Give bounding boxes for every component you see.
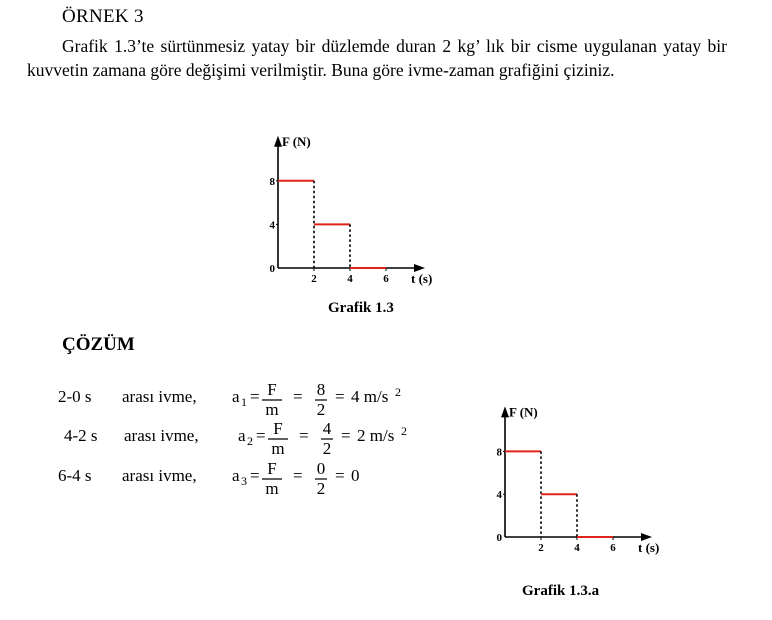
y-axis-arrow	[501, 406, 509, 417]
fraction-numerator: F	[267, 459, 277, 478]
y-tick-label: 4	[496, 489, 502, 502]
interval-label: 6-4 s	[58, 466, 92, 485]
x-tick-label: 2	[538, 542, 544, 554]
solution-heading: ÇÖZÜM	[62, 334, 135, 355]
interval-text: arası ivme,	[124, 426, 199, 445]
fraction-denominator: 2	[316, 479, 326, 498]
equals-sign: =	[250, 466, 260, 485]
y-axis-label: F (N)	[509, 404, 538, 420]
fraction-numerator: 8	[316, 380, 326, 399]
acceleration-symbol: a	[232, 387, 240, 406]
y-tick-label: 8	[269, 175, 275, 188]
x-tick-label: 6	[610, 542, 616, 554]
solution-equations	[50, 378, 450, 508]
equals-sign: =	[299, 426, 309, 445]
equals-sign: =	[293, 466, 303, 485]
fraction-denominator: m	[265, 400, 279, 419]
x-axis-label: t (s)	[411, 271, 433, 286]
fraction-denominator: 2	[322, 439, 332, 458]
acceleration-symbol: a	[238, 426, 246, 445]
y-axis-label: F (N)	[282, 133, 311, 149]
result-value: 0	[351, 466, 360, 485]
equation-row	[58, 380, 401, 419]
fraction-numerator: F	[267, 380, 277, 399]
problem-text: Grafik 1.3’te sürtünmesiz yatay bir düzlemde duran 2 kg’ lık bir cisme uygulanan yatay bir kuvvetin zamana göre değişimi verilmiştir. Buna göre ivme-zaman grafiğini çiziniz.	[27, 36, 727, 80]
acceleration-symbol: a	[232, 466, 240, 485]
equals-sign: =	[256, 426, 266, 445]
equals-sign: =	[341, 426, 351, 445]
fraction-denominator: 2	[316, 400, 326, 419]
fraction-numerator: 0	[316, 459, 326, 478]
interval-label: 2-0 s	[58, 387, 92, 406]
x-tick-label: 4	[347, 273, 353, 285]
x-tick-label: 4	[574, 542, 580, 554]
acceleration-subscript: 3	[241, 474, 247, 488]
equals-sign: =	[250, 387, 260, 406]
result-exponent: 2	[395, 385, 401, 399]
x-tick-label: 2	[311, 273, 317, 285]
y-tick-label: 0	[496, 532, 502, 544]
y-tick-label: 0	[269, 263, 275, 275]
equals-sign: =	[293, 387, 303, 406]
graph-1-3-caption: Grafik 1.3	[328, 300, 394, 316]
result-value: 4 m/s	[351, 387, 389, 406]
equation-row	[64, 419, 407, 458]
equals-sign: =	[335, 466, 345, 485]
interval-label: 4-2 s	[64, 426, 98, 445]
interval-text: arası ivme,	[122, 387, 197, 406]
fraction-numerator: 4	[322, 419, 332, 438]
y-axis-arrow	[274, 136, 282, 147]
result-value: 2 m/s	[357, 426, 395, 445]
graph-1-3	[250, 120, 460, 295]
fraction-denominator: m	[271, 439, 285, 458]
x-axis-label: t (s)	[638, 540, 660, 555]
equals-sign: =	[335, 387, 345, 406]
graph-1-3-a	[480, 392, 690, 562]
x-tick-label: 6	[383, 273, 389, 285]
acceleration-subscript: 2	[247, 434, 253, 448]
fraction-denominator: m	[265, 479, 279, 498]
y-tick-label: 8	[496, 446, 502, 459]
interval-text: arası ivme,	[122, 466, 197, 485]
graph-1-3-a-caption: Grafik 1.3.a	[522, 583, 600, 599]
y-tick-label: 4	[269, 219, 275, 232]
equation-row	[58, 459, 360, 498]
result-exponent: 2	[401, 424, 407, 438]
example-heading: ÖRNEK 3	[62, 6, 144, 27]
acceleration-subscript: 1	[241, 395, 247, 409]
fraction-numerator: F	[273, 419, 283, 438]
